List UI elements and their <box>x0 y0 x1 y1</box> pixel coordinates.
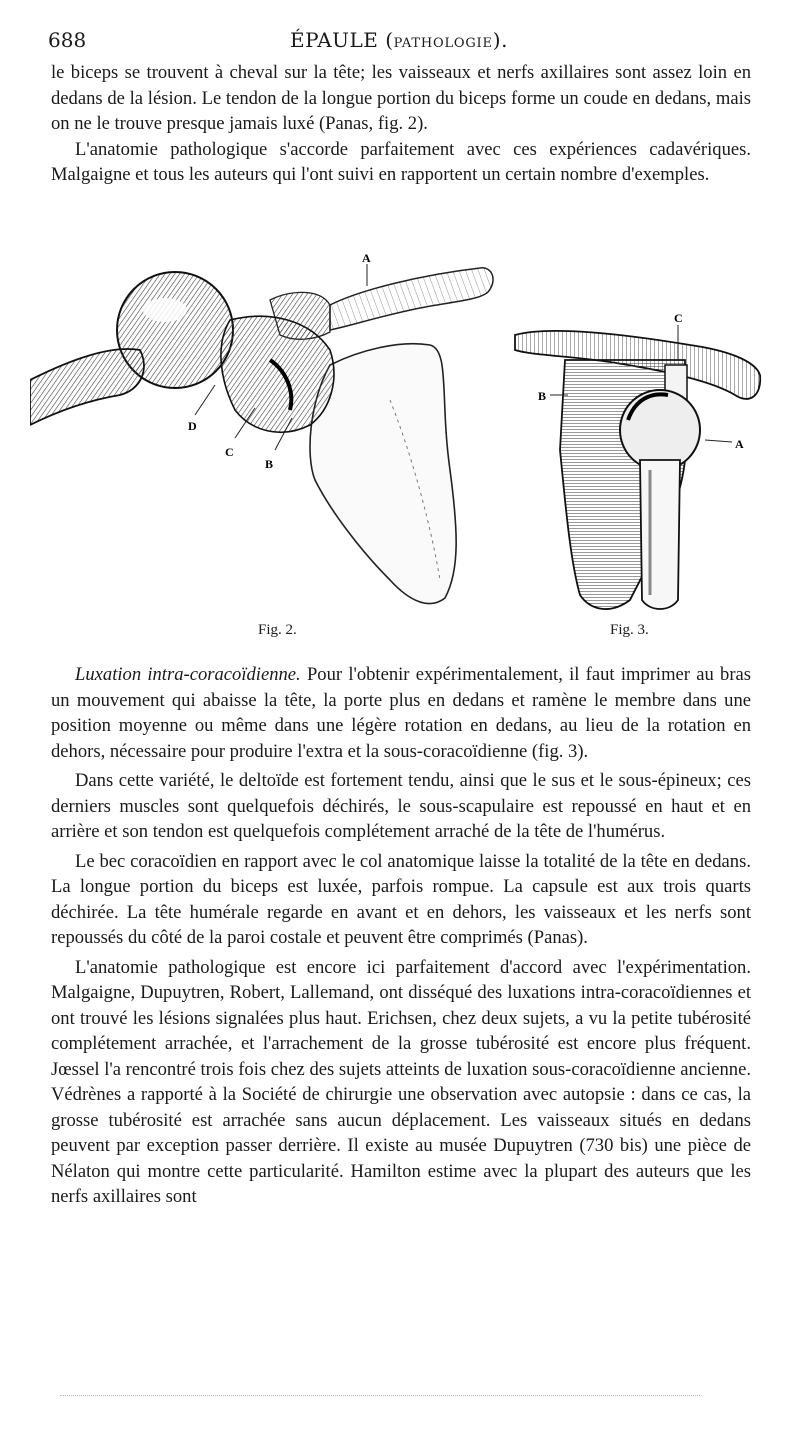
paragraph-1: le biceps se trouvent à cheval sur la tête; les vaisseaux et nerfs axillaires sont assez loin en dedans de la lésion. Le tendon de la longue portion du biceps forme un coude en dedans, mais on ne le trouve presque jamais luxé (Panas, fig. 2). <box>51 62 751 134</box>
figure-3-illustration <box>510 300 770 620</box>
paragraph-5: Le bec coracoïdien en rapport avec le col anatomique laisse la totalité de la tête en dedans. La longue portion du biceps est luxée, parfois rompue. La capsule est aux trois quarts déchirée. La tête humérale regarde en avant et en dehors, les vaisseaux et les nerfs sont repoussés du côté de la paroi costale et peuvent être comprimés (Panas). <box>51 850 751 948</box>
paragraph-3 <box>51 662 751 764</box>
leader-line-d <box>195 385 215 415</box>
running-title-end: ). <box>492 28 508 52</box>
humeral-head-highlight <box>143 298 187 322</box>
figure-3-caption: Fig. 3. <box>610 622 649 638</box>
figure-2-label-c: C <box>225 445 234 459</box>
figure-2-label-a: A <box>362 251 371 265</box>
paragraph-3-body: Pour l'obtenir expérimentalement, il faut imprimer au bras un mouvement qui abaisse la tête, la porte plus en dedans et ramène le membre dans une position moyenne ou même dans une légère rotation en dedans, au lieu de la rotation en dehors, nécessaire pour produire l'extra et la sous-coracoïdienne (fig. 3). <box>51 664 752 762</box>
figure-2 <box>30 250 500 610</box>
text-block-bottom <box>51 662 751 1210</box>
humerus-shaft-shape <box>30 349 144 425</box>
figure-2-label-d: D <box>188 419 197 433</box>
paragraph-4: Dans cette variété, le deltoïde est fortement tendu, ainsi que le sus et le sous-épineux; ces derniers muscles sont quelquefois déchirés, le sous-scapulaire est repoussé en haut et en arrière et son tendon est quelquefois complétement arraché de la tête de l'humérus. <box>51 770 751 842</box>
figure-3-label-b: B <box>538 389 547 403</box>
figure-2-illustration <box>30 250 500 610</box>
figure-3-label-a: A <box>735 437 744 451</box>
bottom-rule <box>60 1395 700 1396</box>
running-head <box>48 24 760 54</box>
paragraph-3-title: Luxation intra-coracoïdienne. <box>75 664 301 685</box>
figure-3-label-c: C <box>674 311 683 325</box>
running-title <box>290 28 508 52</box>
humerus-shaft-shape <box>640 460 680 609</box>
text-block-top <box>51 60 751 188</box>
leader-line-a <box>705 440 732 442</box>
paragraph-6: L'anatomie pathologique est encore ici parfaitement d'accord avec l'expérimentation. Malgaigne, Dupuytren, Robert, Lallemand, ont disséqué des luxations intra-coracoïdiennes et ont trouvé les lésions signalées plus haut. Erichsen, chez deux sujets, a vu la petite tubérosité complétement arrachée, et l'arrachement de la grosse tubérosité est encore plus fréquent. Jœssel l'a rencontré trois fois chez des sujets atteints de luxation sous-coracoïdienne ancienne. Védrènes a rapporté à la Société de chirurgie une observation avec autopsie : dans ce cas, la grosse tubérosité est arrachée sans aucun déplacement. Les vaisseaux situés en dedans peuvent par exception passer derrière. Il existe au musée Dupuytren (730 bis) une pièce de Nélaton qui montre cette particularité. Hamilton estime avec la plupart des auteurs que les nerfs axillaires sont <box>51 956 751 1207</box>
figure-2-caption: Fig. 2. <box>258 622 297 638</box>
humeral-head-shape <box>620 390 700 470</box>
figure-2-label-b: B <box>265 457 274 471</box>
figure-3 <box>510 300 770 620</box>
running-title-smallcaps: PATHOLOGIE <box>393 36 493 51</box>
page-number: 688 <box>48 28 87 52</box>
paragraph-2: L'anatomie pathologique s'accorde parfaitement avec ces expériences cadavériques. Malgaigne et tous les auteurs qui l'ont suivi en rapportent un certain nombre d'exemples. <box>51 138 751 185</box>
clavicle-shape <box>330 268 493 330</box>
running-title-main: ÉPAULE ( <box>290 28 394 52</box>
